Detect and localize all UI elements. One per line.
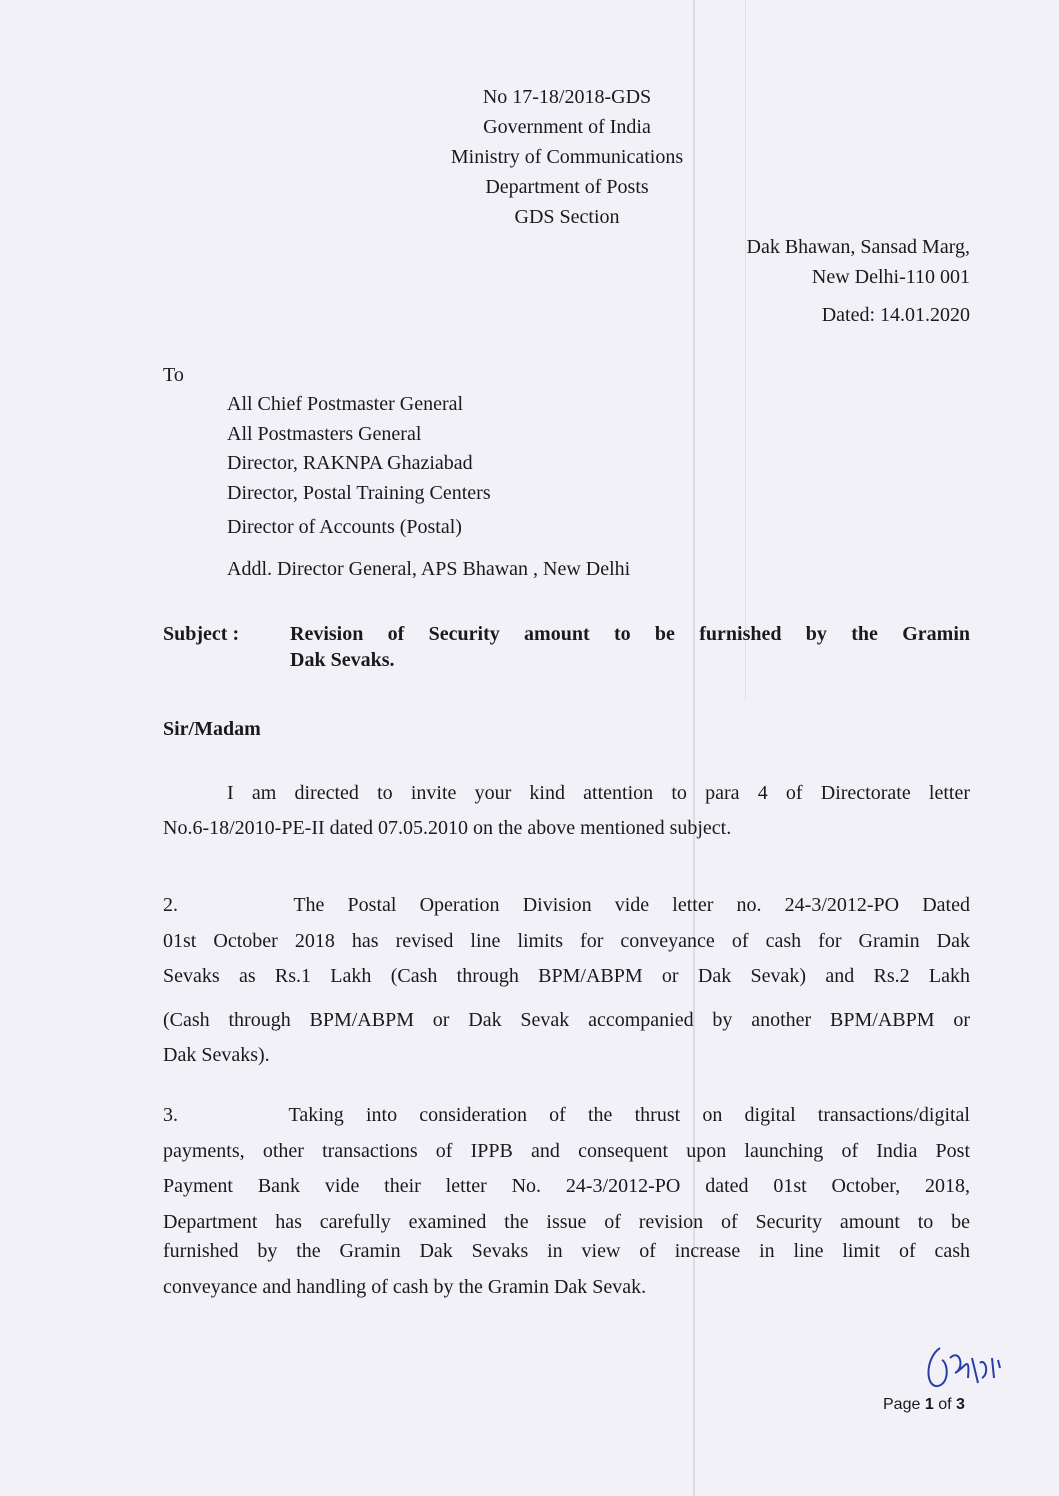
subject-label: Subject :: [163, 623, 240, 645]
paragraph-3-line: conveyance and handling of cash by the Gramin Dak Sevak.: [163, 1276, 647, 1298]
paragraph-2-line: 01st October 2018 has revised line limits for conveyance of cash for Gramin Dak: [163, 930, 970, 952]
header-line: Department of Posts: [485, 176, 649, 198]
reference-number: No 17-18/2018-GDS: [482, 86, 652, 108]
header-line: Government of India: [483, 116, 651, 138]
address-line: New Delhi-110 001: [811, 266, 970, 288]
address-line: Dak Bhawan, Sansad Marg,: [746, 236, 970, 258]
addressee: Addl. Director General, APS Bhawan , New Delhi: [227, 558, 631, 580]
header-line: Ministry of Communications: [450, 146, 684, 168]
paragraph-2-line: 2. The Postal Operation Division vide letter no. 24-3/2012-PO Dated: [163, 894, 970, 916]
paragraph-3-line: payments, other transactions of IPPB and consequent upon launching of India Post: [163, 1140, 970, 1162]
paragraph-3-line: Payment Bank vide their letter No. 24-3/2012-PO dated 01st October, 2018,: [163, 1175, 970, 1197]
paragraph-3-line: Department has carefully examined the issue of revision of Security amount to be: [163, 1211, 970, 1233]
paragraph-3-line: furnished by the Gramin Dak Sevaks in view of increase in line limit of cash: [163, 1240, 970, 1262]
paragraph-1-line: No.6-18/2010-PE-II dated 07.05.2010 on the above mentioned subject.: [163, 817, 732, 839]
addressee: Director of Accounts (Postal): [227, 516, 462, 538]
page-total: 3: [955, 1396, 965, 1413]
addressee: All Postmasters General: [227, 423, 422, 445]
paragraph-2-line: (Cash through BPM/ABPM or Dak Sevak accompanied by another BPM/ABPM or: [163, 1009, 970, 1031]
to-label: To: [163, 364, 184, 386]
paragraph-1-line: I am directed to invite your kind attention to para 4 of Directorate letter: [227, 782, 970, 804]
addressee: All Chief Postmaster General: [227, 393, 464, 415]
paragraph-3-line: 3. Taking into consideration of the thrust on digital transactions/digital: [163, 1104, 970, 1126]
page-label: Page: [883, 1396, 921, 1413]
page-number: [883, 1396, 965, 1414]
header-line: GDS Section: [514, 206, 620, 228]
paragraph-2-line: Sevaks as Rs.1 Lakh (Cash through BPM/ABPM or Dak Sevak) and Rs.2 Lakh: [163, 965, 970, 987]
addressee: Director, Postal Training Centers: [227, 482, 491, 504]
handwritten-signature: [920, 1338, 1005, 1398]
date: Dated: 14.01.2020: [821, 304, 970, 326]
paragraph-2-line: Dak Sevaks).: [163, 1044, 270, 1066]
addressee: Director, RAKNPA Ghaziabad: [227, 452, 473, 474]
salutation: Sir/Madam: [163, 718, 261, 740]
subject-line: Dak Sevaks.: [290, 649, 395, 671]
page-current: 1: [924, 1396, 934, 1413]
subject-line: Revision of Security amount to be furnished by the Gramin: [290, 623, 970, 645]
page-of: of: [938, 1396, 952, 1413]
